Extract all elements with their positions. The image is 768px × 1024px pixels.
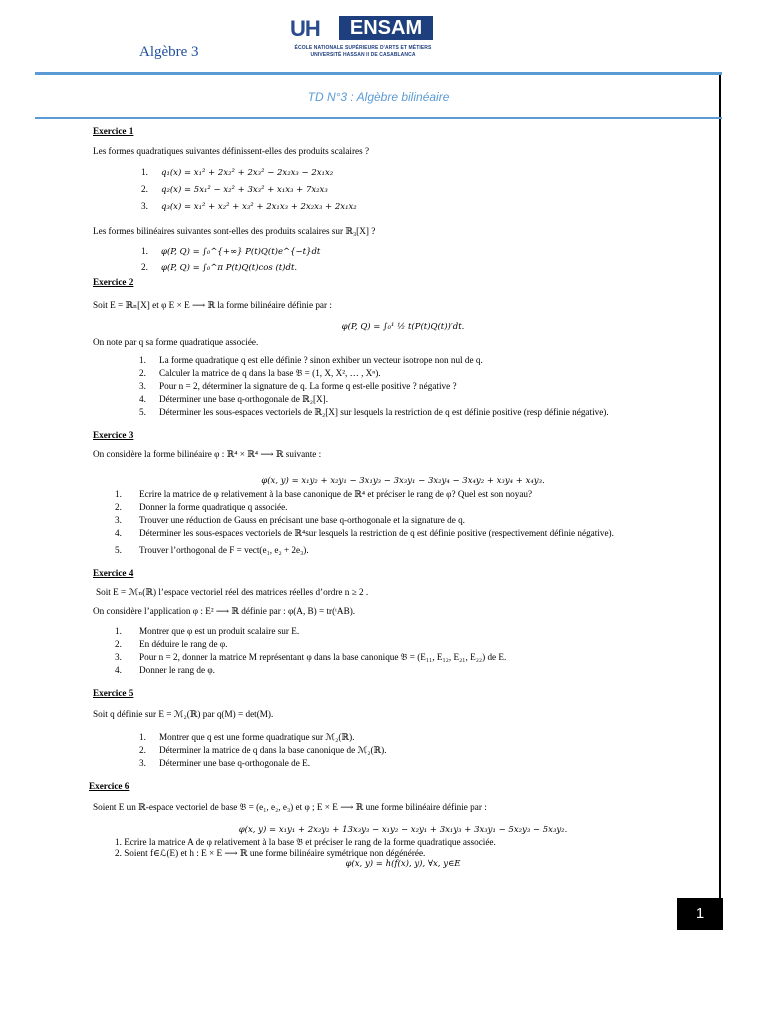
logo-uh-mark: UH [290,16,320,41]
exercise-6-formula: φ(x, y) = x₁y₁ + 2x₂y₂ + 13x₃y₃ − x₁y₂ − x₂y₁ + 3x₁y₃ + 3x₃y₁ − 5x₂y₃ − 5x₃y₂. [238,825,568,835]
exercise-2-intro: Soit E = ℝₙ[X] et φ E × E ⟶ ℝ la forme bilinéaire définie par : [93,300,332,310]
list-item: 5. Trouver l’orthogonal de F = vect(e₁, e₂ + 2e₃). [115,545,309,555]
exercise-6-item-2: 2. Soient f∈ℒ(E) et h : E × E ⟶ ℝ une forme bilinéaire symétrique non dégénérée. [115,848,426,858]
logo-ensam-brand: ENSAM [339,16,433,40]
exercise-3-intro: On considère la forme bilinéaire φ : ℝ⁴ × ℝ⁴ ⟶ ℝ suivante : [93,449,322,459]
exercise-6-item-1: 1. Ecrire la matrice A de φ relativement à la base 𝔅 et préciser le rang de la forme quadratique associée. [115,837,496,847]
exercise-1-list-2 [141,244,713,276]
list-item: 2. En déduire le rang de φ. [115,639,228,649]
list-item: 1. Ecrire la matrice de φ relativement à la base canonique de ℝ⁴ et préciser le rang de φ? Quel est son noyau? [115,489,533,499]
list-item: 2. q₂(x) = 5x₁² − x₂² + 3x₃² + x₁x₃ + 7x₂x₃ [141,184,328,195]
list-item: 1. q₁(x) = x₁² + 2x₂² + 2x₃² − 2x₂x₃ − 2x₁x₂ [141,167,334,178]
td-title: TD N°3 : Algèbre bilinéaire [307,90,450,104]
list-item: 2. Calculer la matrice de q dans la base 𝔅 = (1, X, X², … , Xⁿ). [139,368,381,378]
right-margin-line [719,75,721,900]
exercise-6-intro: Soient E un ℝ-espace vectoriel de base 𝔅 = (e₁, e₂, e₃) et φ ; E × E ⟶ ℝ une forme bilinéaire définie par : [93,802,487,812]
document-body [89,125,713,870]
course-title: Algèbre 3 [139,44,199,60]
exercise-4-intro: Soit E = ℳₙ(ℝ) l’espace vectoriel réel des matrices réelles d’ordre n ≥ 2 . [96,587,369,597]
exercise-5-title: Exercice 5 [93,688,134,698]
list-item: 2. Donner la forme quadratique q associée. [115,502,288,512]
exercise-3-title: Exercice 3 [93,430,134,440]
page-number: 1 [677,898,723,930]
exercise-2-list [139,354,713,419]
list-item: 4. Déterminer les sous-espaces vectoriels de ℝ⁴sur lesquels la restriction de q est définie positive (respectivement définie négative). [115,528,614,538]
exercise-2-title: Exercice 2 [93,277,134,287]
exercise-1-intro: Les formes quadratiques suivantes définissent-elles des produits scalaires ? [93,146,370,156]
list-item: 2. φ(P, Q) = ∫₀^π P(t)Q(t)cos (t)dt. [141,262,298,273]
list-item: 3. Pour n = 2, déterminer la signature de q. La forme q est-elle positive ? négative ? [139,381,457,391]
list-item: 1. φ(P, Q) = ∫₀^{+∞} P(t)Q(t)e^{−t}dt [141,246,321,257]
logo-line-1: ÉCOLE NATIONALE SUPÉRIEURE D'ARTS ET MÉTIERS [294,45,432,51]
exercise-2-note: On note par q sa forme quadratique associée. [93,337,259,347]
list-item: 3. Pour n = 2, donner la matrice M représentant φ dans la base canonique 𝔅 = (E₁₁, E₁₂, E₂₁, E₂₂) de E. [115,652,507,662]
exercise-6-formula-2: φ(x, y) = h(f(x), y), ∀x, y∈E [345,859,461,869]
ensam-logo [290,14,436,68]
exercise-6-title: Exercice 6 [89,781,130,791]
list-item: 1. La forme quadratique q est elle définie ? sinon exhiber un vecteur isotrope non nul de q. [139,355,483,365]
exercise-2-formula: φ(P, Q) = ∫₀¹ ½ t(P(t)Q(t))′dt. [341,322,465,332]
list-item: 3. Déterminer une base q-orthogonale de E. [139,758,311,768]
list-item: 1. Montrer que q est une forme quadratique sur ℳ₂(ℝ). [139,732,355,742]
title-rule [35,117,722,119]
list-item: 3. Trouver une réduction de Gauss en précisant une base q-orthogonale et la signature de q. [115,515,465,525]
exercise-3-formula: φ(x, y) = x₁y₂ + x₂y₁ − 3x₁y₃ − 3x₃y₁ − 3x₂y₄ − 3x₄y₂ + x₃y₄ + x₄y₃. [261,476,545,486]
list-item: 3. q₃(x) = x₁² + x₂² + x₃² + 2x₁x₃ + 2x₂x₃ + 2x₁x₂ [141,201,357,212]
exercise-1-list [141,164,713,215]
exercise-1-intro-2: Les formes bilinéaires suivantes sont-elles des produits scalaires sur ℝ₃[X] ? [93,226,376,236]
list-item: 1. Montrer que φ est un produit scalaire sur E. [115,626,300,636]
exercise-4-intro-2: On considère l’application φ : E² ⟶ ℝ définie par : φ(A, B) = tr(ᵗAB). [93,606,356,616]
list-item: 5. Déterminer les sous-espaces vectoriels de ℝ₂[X] sur lesquels la restriction de q est définie positive (resp définie négative). [139,407,609,417]
exercise-5-intro: Soit q définie sur E = ℳ₂(ℝ) par q(M) = det(M). [93,709,274,719]
header-rule [35,72,722,75]
exercise-4-list [115,625,713,677]
list-item: 4. Donner le rang de φ. [115,665,215,675]
list-item: 4. Déterminer une base q-orthogonale de ℝ₂[X]. [139,394,329,404]
exercise-5-list [139,731,713,770]
exercise-3-list [115,488,713,557]
list-item: 2. Déterminer la matrice de q dans la base canonique de ℳ₂(ℝ). [139,745,387,755]
exercise-1-title: Exercice 1 [93,126,134,136]
exercise-4-title: Exercice 4 [93,568,134,578]
logo-line-2: UNIVERSITÉ HASSAN II DE CASABLANCA [310,52,416,58]
